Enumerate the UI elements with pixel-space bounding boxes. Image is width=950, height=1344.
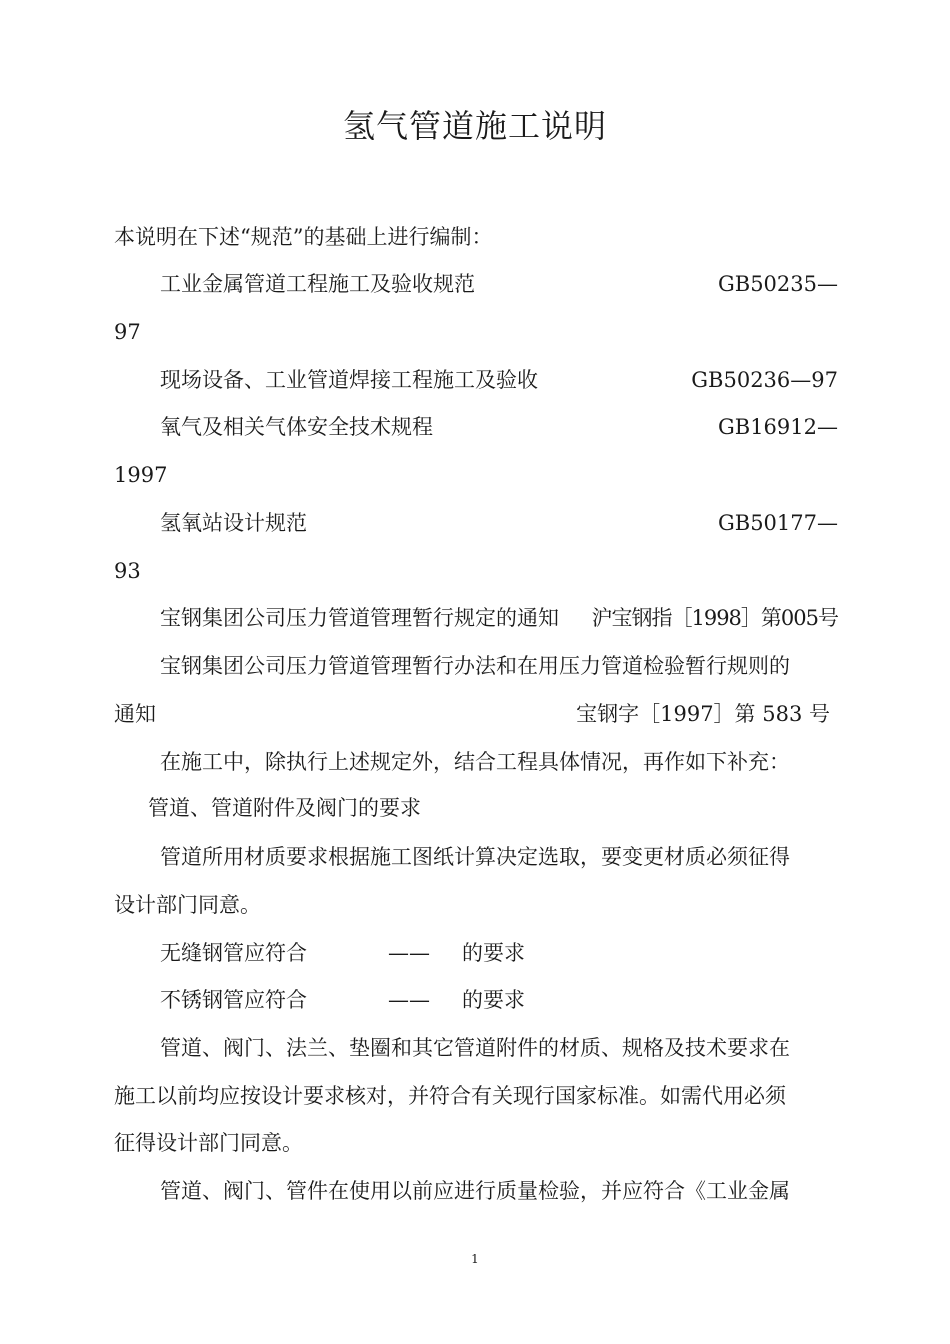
document-title: 氢气管道施工说明 bbox=[342, 107, 607, 145]
standard-name: 氢氧站设计规范 bbox=[160, 511, 307, 535]
notice-code: 沪宝钢指［1998］第005号 bbox=[591, 606, 838, 630]
standard-name: 工业金属管道工程施工及验收规范 bbox=[160, 272, 475, 296]
standard-name: 现场设备、工业管道焊接工程施工及验收 bbox=[160, 368, 538, 392]
standard-code: GB50177— bbox=[717, 511, 838, 535]
paragraph-line: 征得设计部门同意。 bbox=[114, 1131, 303, 1155]
paragraph-line: 管道、阀门、管件在使用以前应进行质量检验，并应符合《工业金属 bbox=[160, 1179, 790, 1203]
requirement-label: 无缝钢管应符合 bbox=[160, 941, 307, 965]
standard-code: GB16912— bbox=[717, 415, 838, 439]
intro-text: 本说明在下述“规范”的基础上进行编制： bbox=[114, 225, 493, 249]
paragraph-line: 管道所用材质要求根据施工图纸计算决定选取，要变更材质必须征得 bbox=[160, 845, 790, 869]
standard-code-wrap: 93 bbox=[114, 559, 141, 583]
notice-code: 宝钢字［1997］第 583 号 bbox=[576, 702, 830, 726]
requirement-tail: 的要求 bbox=[462, 988, 525, 1012]
notice-name: 宝钢集团公司压力管道管理暂行规定的通知 bbox=[160, 606, 559, 630]
paragraph-line: 设计部门同意。 bbox=[114, 893, 261, 917]
paragraph-line: 施工以前均应按设计要求核对，并符合有关现行国家标准。如需代用必须 bbox=[114, 1084, 786, 1108]
standard-name: 氧气及相关气体安全技术规程 bbox=[160, 415, 433, 439]
notice-name-wrap: 通知 bbox=[114, 702, 156, 726]
standard-code: GB50236—97 bbox=[691, 368, 838, 392]
requirement-dash: —— bbox=[388, 988, 430, 1012]
standard-code: GB50235— bbox=[717, 272, 838, 296]
standard-code-wrap: 97 bbox=[114, 320, 141, 344]
paragraph-line: 管道、阀门、法兰、垫圈和其它管道附件的材质、规格及技术要求在 bbox=[160, 1036, 790, 1060]
requirement-tail: 的要求 bbox=[462, 941, 525, 965]
section-heading: 管道、管道附件及阀门的要求 bbox=[148, 796, 421, 820]
page-number: 1 bbox=[471, 1252, 479, 1266]
standard-code-wrap: 1997 bbox=[114, 463, 168, 487]
requirement-label: 不锈钢管应符合 bbox=[160, 988, 307, 1012]
requirement-dash: —— bbox=[388, 941, 430, 965]
notice-name: 宝钢集团公司压力管道管理暂行办法和在用压力管道检验暂行规则的 bbox=[160, 654, 790, 678]
supplement-text: 在施工中，除执行上述规定外，结合工程具体情况，再作如下补充： bbox=[160, 750, 790, 774]
